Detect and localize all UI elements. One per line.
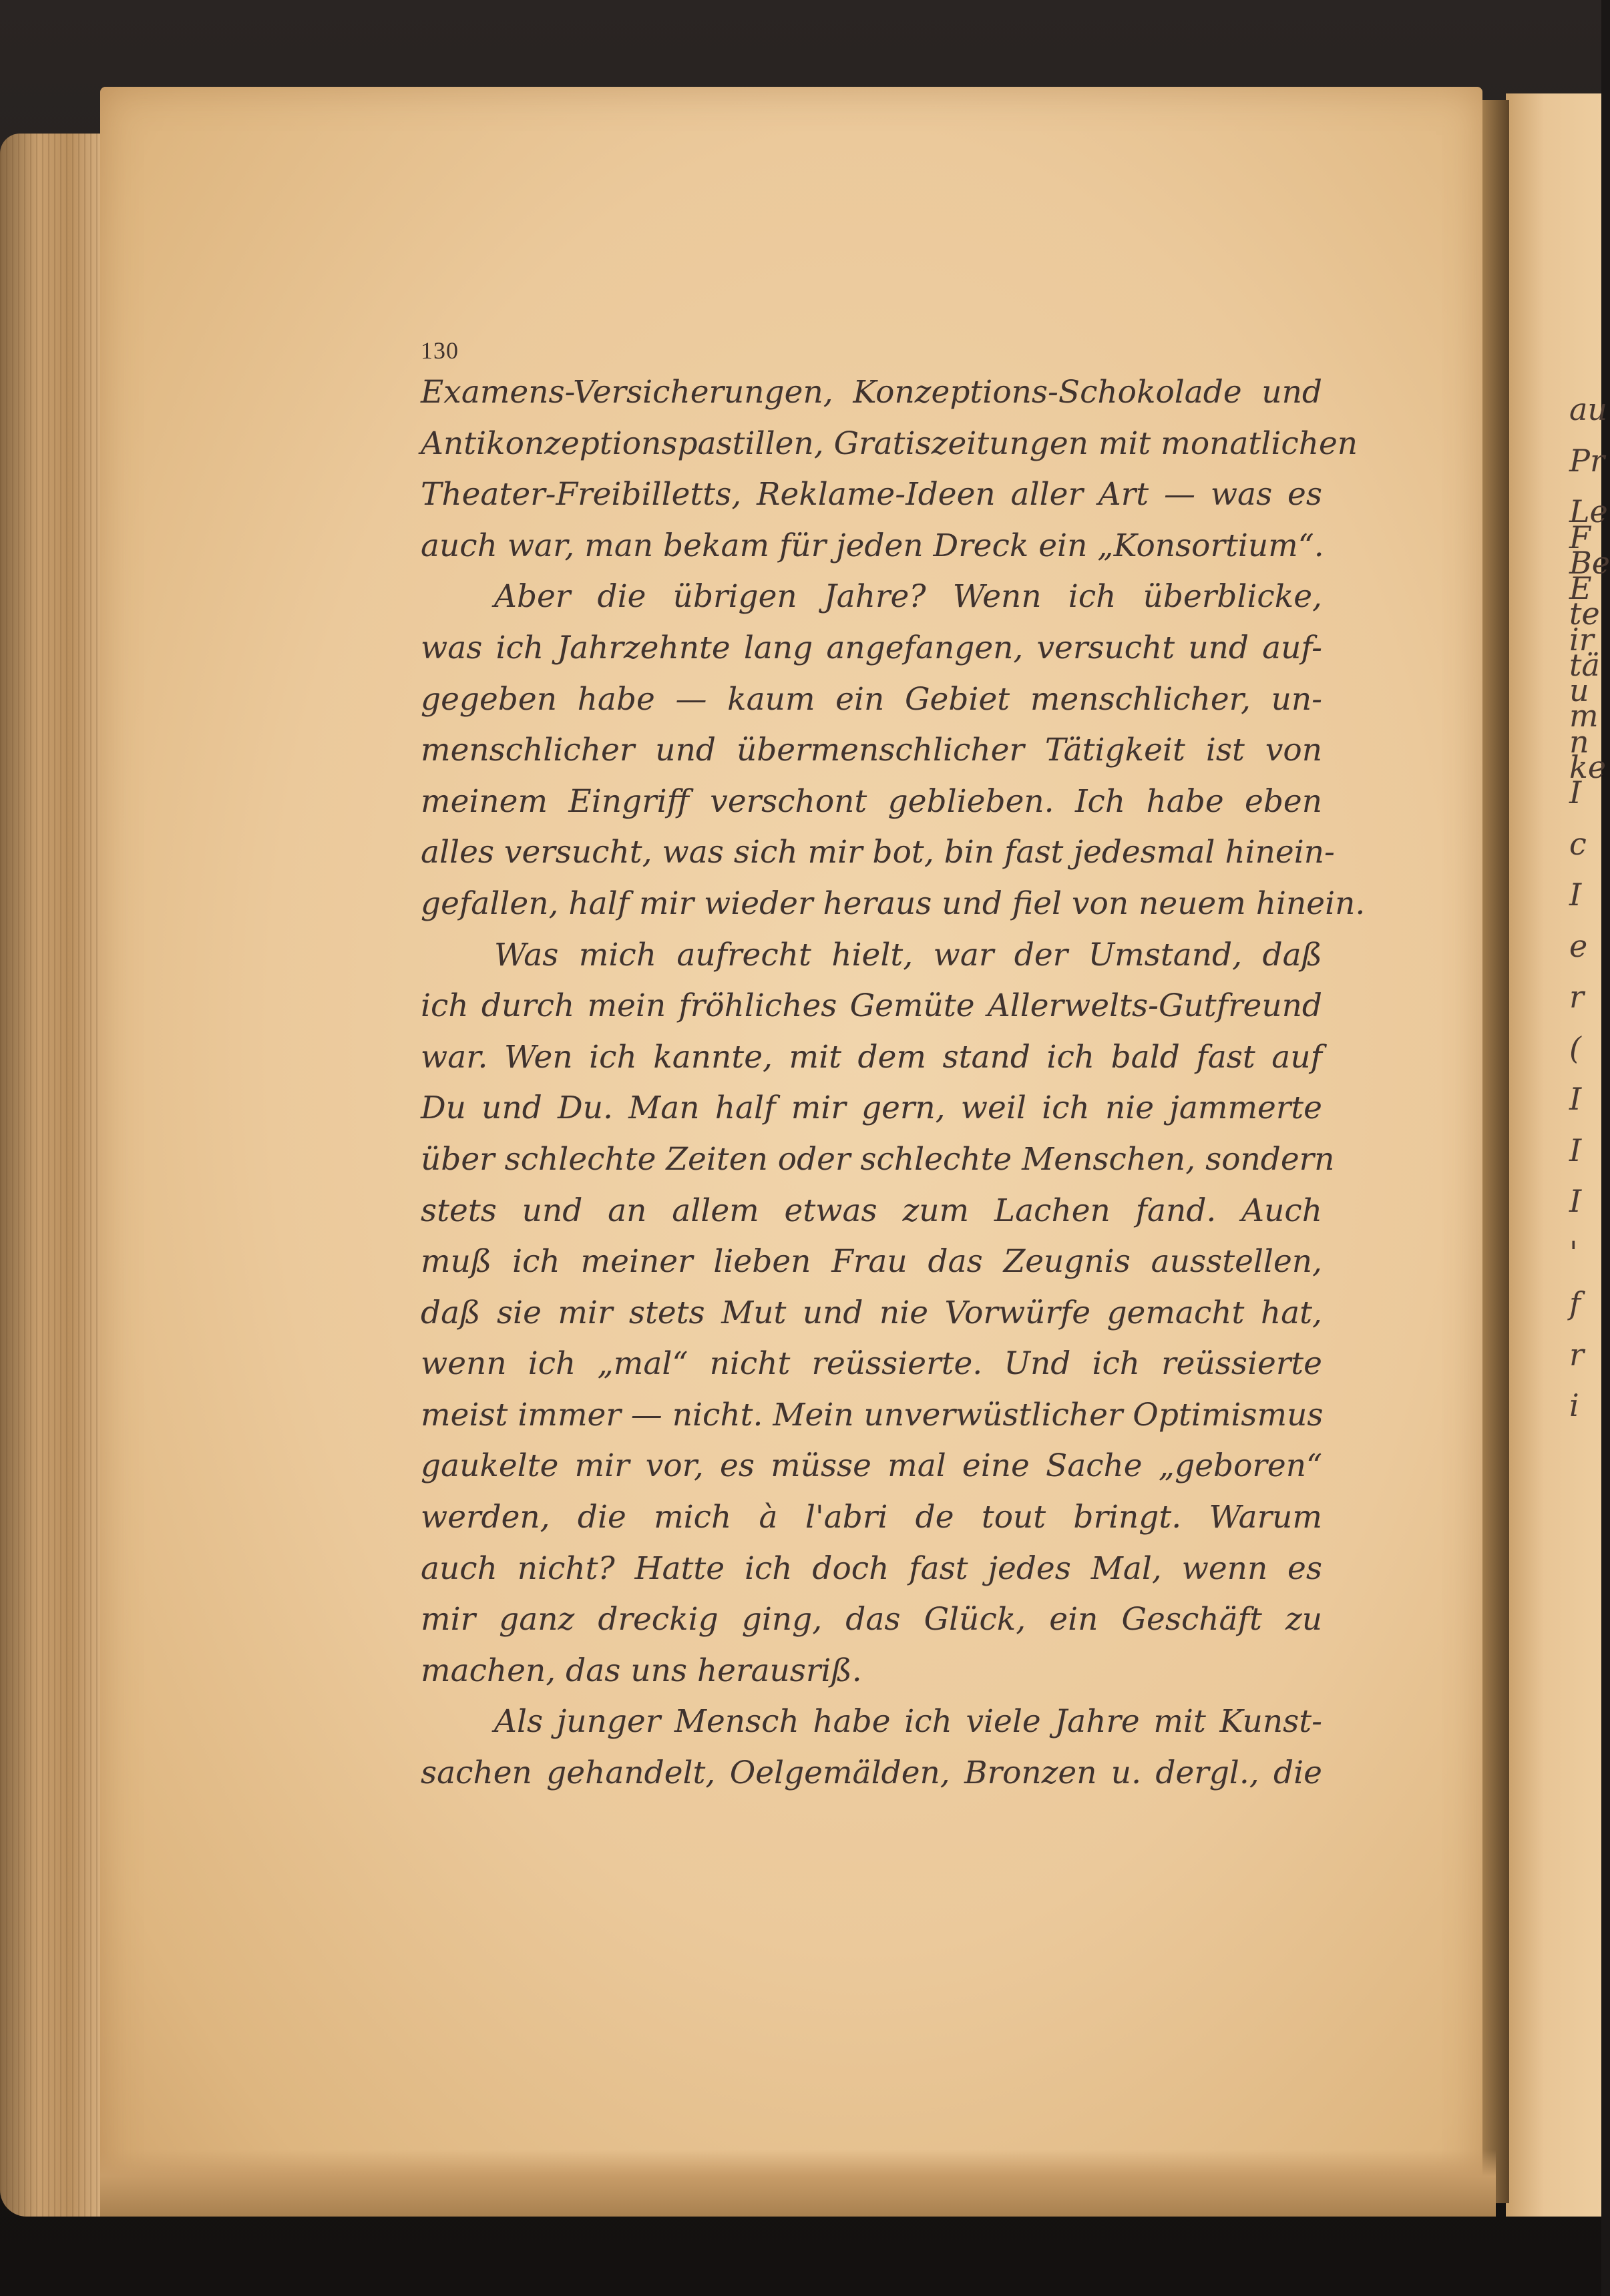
- text-line: sachen gehandelt, Oelgemälden, Bronzen u. dergl., die: [421, 1755, 1322, 1792]
- facing-page-fragment: au: [1569, 391, 1608, 427]
- text-line: Aber die übrigen Jahre? Wenn ich überblicke,: [494, 578, 1322, 616]
- facing-page-fragment: m: [1569, 698, 1599, 734]
- text-line: gefallen, half mir wieder heraus und fiel von neuem hinein.: [421, 885, 1366, 922]
- text-line: auch war, man bekam für jeden Dreck ein „Konsortium“.: [421, 527, 1324, 564]
- facing-page-fragment: i: [1569, 1387, 1579, 1423]
- facing-page-fragment: ir: [1569, 621, 1594, 658]
- text-line: Theater-Freibilletts, Reklame-Ideen aller Art — was es: [421, 476, 1322, 513]
- text-line: meinem Eingriff verschont geblieben. Ich habe eben: [421, 782, 1322, 820]
- facing-page-fragment: e: [1569, 927, 1588, 964]
- facing-page-fragment: ke: [1569, 748, 1607, 785]
- text-line: Du und Du. Man half mir gern, weil ich nie jammerte: [421, 1090, 1322, 1127]
- text-line: auch nicht? Hatte ich doch fast jedes Mal, wenn es: [421, 1550, 1322, 1587]
- text-line: war. Wen ich kannte, mit dem stand ich bald fast auf: [421, 1038, 1322, 1076]
- text-line: muß ich meiner lieben Frau das Zeugnis ausstellen,: [421, 1243, 1322, 1281]
- facing-page-fragment: (: [1569, 1029, 1581, 1066]
- text-line: was ich Jahrzehnte lang angefangen, versucht und auf-: [421, 629, 1322, 666]
- text-line: alles versucht, was sich mir bot, bin fast jedesmal hinein-: [421, 834, 1335, 871]
- facing-page-fragment: I: [1569, 1132, 1582, 1168]
- text-line: Examens-Versicherungen, Konzeptions-Schokolade und: [421, 374, 1322, 411]
- text-line: stets und an allem etwas zum Lachen fand. Auch: [421, 1192, 1322, 1229]
- text-line: werden, die mich à l'abri de tout bringt. Warum: [421, 1499, 1322, 1536]
- text-line: Antikonzeptionspastillen, Gratiszeitungen mit monatlichen: [421, 425, 1358, 462]
- facing-page-fragment: Le: [1569, 493, 1608, 529]
- facing-page-fragment: tä: [1569, 646, 1600, 683]
- facing-page-text-fragments: [1569, 384, 1610, 1423]
- text-line: daß sie mir stets Mut und nie Vorwürfe gemacht hat,: [421, 1294, 1322, 1331]
- page-number: 130: [421, 337, 459, 364]
- text-line: Was mich aufrecht hielt, war der Umstand, daß: [494, 936, 1322, 973]
- facing-page-fragment: F: [1569, 519, 1591, 555]
- text-lines: [421, 367, 1366, 1799]
- text-line: machen, das uns herausriß.: [421, 1652, 862, 1689]
- text-line: wenn ich „mal“ nicht reüssierte. Und ich reüssierte: [421, 1345, 1322, 1383]
- facing-page-fragment: n: [1569, 723, 1589, 760]
- facing-page-fragment: I: [1569, 1081, 1582, 1117]
- text-line: über schlechte Zeiten oder schlechte Menschen, sondern: [421, 1140, 1335, 1178]
- facing-page-fragment: E: [1569, 570, 1592, 606]
- text-line: ich durch mein fröhliches Gemüte Allerwelts-Gutfreund: [421, 987, 1322, 1025]
- facing-page-fragment: r: [1569, 1336, 1584, 1373]
- facing-page-fragment: Be: [1569, 544, 1610, 581]
- facing-page-fragment: r: [1569, 979, 1584, 1015]
- facing-page-fragment: u: [1569, 672, 1589, 708]
- page-text-block: [421, 334, 1366, 1799]
- facing-page-fragment: I: [1569, 1183, 1582, 1219]
- facing-page-fragment: c: [1569, 825, 1587, 862]
- facing-page-fragment: f: [1569, 1285, 1581, 1321]
- text-line: gegeben habe — kaum ein Gebiet menschlicher, un-: [421, 680, 1322, 718]
- text-line: gaukelte mir vor, es müsse mal eine Sache „geboren“: [421, 1447, 1322, 1485]
- facing-page-fragment: te: [1569, 596, 1600, 632]
- facing-page-fragment: ': [1569, 1234, 1578, 1271]
- text-line: menschlicher und übermenschlicher Tätigkeit ist von: [421, 732, 1322, 769]
- facing-page-fragment: I: [1569, 774, 1582, 811]
- page-bottom-edge: [100, 2150, 1496, 2217]
- facing-page-fragment: I: [1569, 877, 1582, 913]
- text-line: meist immer — nicht. Mein unverwüstlicher Optimismus: [421, 1396, 1324, 1433]
- text-line: mir ganz dreckig ging, das Glück, ein Geschäft zu: [421, 1601, 1322, 1638]
- facing-page-fragment: Pr: [1569, 442, 1605, 479]
- text-line: Als junger Mensch habe ich viele Jahre mit Kunst-: [494, 1703, 1322, 1741]
